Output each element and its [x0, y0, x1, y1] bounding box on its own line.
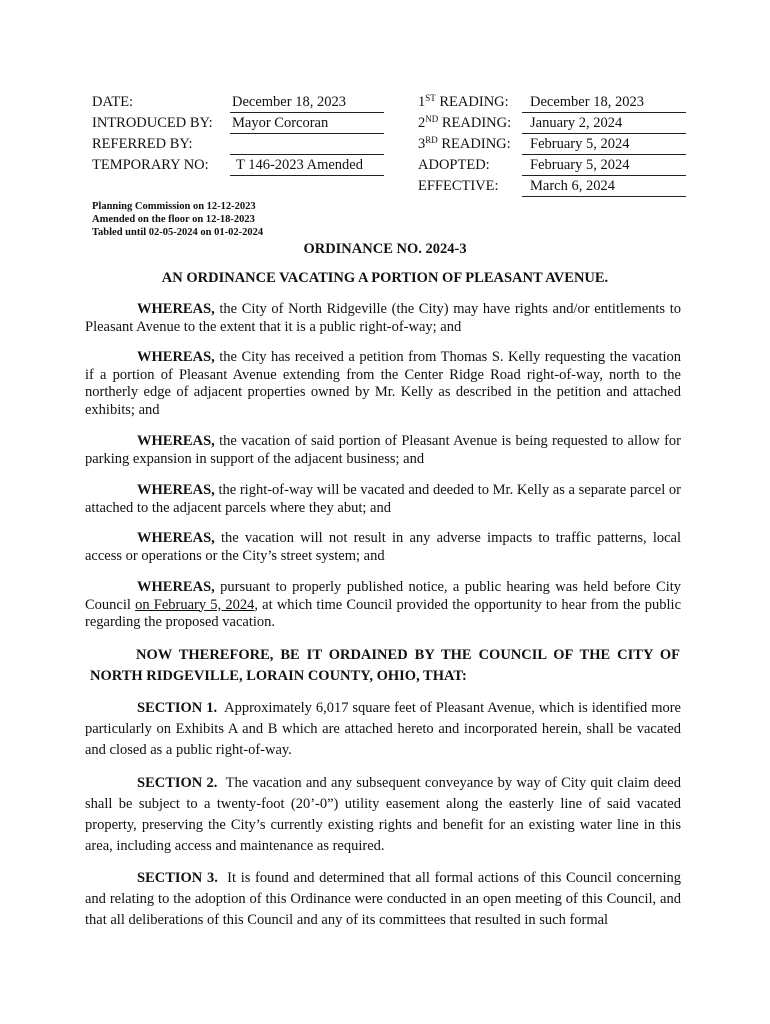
temporary-no-label: TEMPORARY NO: — [92, 157, 209, 173]
first-reading-label: 1ST READING: — [418, 93, 509, 110]
header-row-referred-by — [92, 134, 392, 155]
ordinance-title: AN ORDINANCE VACATING A PORTION OF PLEASANT AVENUE. — [161, 270, 609, 286]
second-reading-value: January 2, 2024 — [522, 113, 686, 134]
header-left-block — [92, 92, 392, 176]
header-row-introduced-by — [92, 113, 392, 134]
date-value: December 18, 2023 — [230, 92, 384, 113]
header-row-adopted — [418, 155, 688, 176]
whereas-clause-5: WHEREAS, the vacation will not result in any adverse impacts to traffic patterns, local access or operations or the City’s street system; and — [85, 530, 682, 564]
third-reading-value: February 5, 2024 — [522, 134, 686, 155]
whereas-clause-6: WHEREAS, pursuant to properly published notice, a public hearing was held before City Council on February 5, 2024, at which time Council provided the opportunity to hear from the public regarding the proposed vacation. — [85, 579, 682, 630]
referred-by-value — [230, 134, 384, 155]
section-2: SECTION 2. The vacation and any subsequent conveyance by way of City quit claim deed shall be subject to a twenty-foot (20’-0”) utility easement along the easterly line of said vacated property, preserving the City’s currently existing rights and benefit for an existing water line in this area, including access and maintenance as required. — [85, 775, 681, 854]
whereas-clause-1: WHEREAS, the City of North Ridgeville (the City) may have rights and/or entitlements to Pleasant Avenue to the extent that it is a public right-of-way; and — [85, 301, 681, 335]
date-label: DATE: — [92, 94, 134, 110]
whereas-clause-2: WHEREAS, the City has received a petition from Thomas S. Kelly requesting the vacation if a portion of Pleasant Avenue extending from the Center Ridge Road right-of-way, north to the northerly edge of adjacent properties owned by Mr. Kelly as described in the petition and attached exhibits; and — [85, 349, 681, 418]
legislative-history-notes — [92, 200, 263, 239]
hearing-date-underlined: on February 5, 2024 — [135, 596, 255, 613]
header-right-block — [418, 92, 688, 197]
now-therefore-clause: NOW THEREFORE, BE IT ORDAINED BY THE COUNCIL OF THE CITY OF NORTH RIDGEVILLE, LORAIN COUNTY, OHIO, THAT: — [90, 647, 680, 684]
note-tabled: Tabled until 02-05-2024 on 01-02-2024 — [92, 227, 264, 238]
referred-by-label: REFERRED BY: — [92, 136, 193, 152]
header-row-first-reading — [418, 92, 688, 113]
header-row-temporary-no — [92, 155, 392, 176]
introduced-by-label: INTRODUCED BY: — [92, 115, 213, 131]
temporary-no-value: T 146-2023 Amended — [230, 155, 384, 176]
second-reading-label: 2ND READING: — [418, 114, 512, 131]
whereas-clause-3: WHEREAS, the vacation of said portion of Pleasant Avenue is being requested to allow for parking expansion in support of the adjacent business; and — [85, 433, 682, 467]
third-reading-label: 3RD READING: — [418, 135, 511, 152]
header-row-date — [92, 92, 392, 113]
header-row-third-reading — [418, 134, 688, 155]
effective-label: EFFECTIVE: — [418, 178, 499, 194]
effective-value: March 6, 2024 — [522, 176, 686, 197]
note-planning-commission: Planning Commission on 12-12-2023 — [92, 201, 256, 212]
section-3: SECTION 3. It is found and determined that all formal actions of this Council concerning and relating to the adoption of this Ordinance were conducted in an open meeting of this Council, and that all deliberations of this Council and any of its committees that resulted in such formal — [85, 870, 682, 928]
adopted-value: February 5, 2024 — [522, 155, 686, 176]
section-1: SECTION 1. Approximately 6,017 square feet of Pleasant Avenue, which is identified more particularly on Exhibits A and B which are attached hereto and incorporated herein, shall be vacated and closed as a public right-of-way. — [85, 700, 681, 758]
adopted-label: ADOPTED: — [418, 157, 490, 173]
ordinance-number: ORDINANCE NO. 2024-3 — [303, 241, 467, 257]
header-row-effective — [418, 176, 688, 197]
first-reading-value: December 18, 2023 — [522, 92, 686, 113]
introduced-by-value: Mayor Corcoran — [230, 113, 384, 134]
note-amended: Amended on the floor on 12-18-2023 — [92, 214, 255, 225]
header-row-second-reading — [418, 113, 688, 134]
whereas-clause-4: WHEREAS, the right-of-way will be vacated and deeded to Mr. Kelly as a separate parcel or attached to the adjacent parcels where they abut; and — [85, 482, 682, 516]
